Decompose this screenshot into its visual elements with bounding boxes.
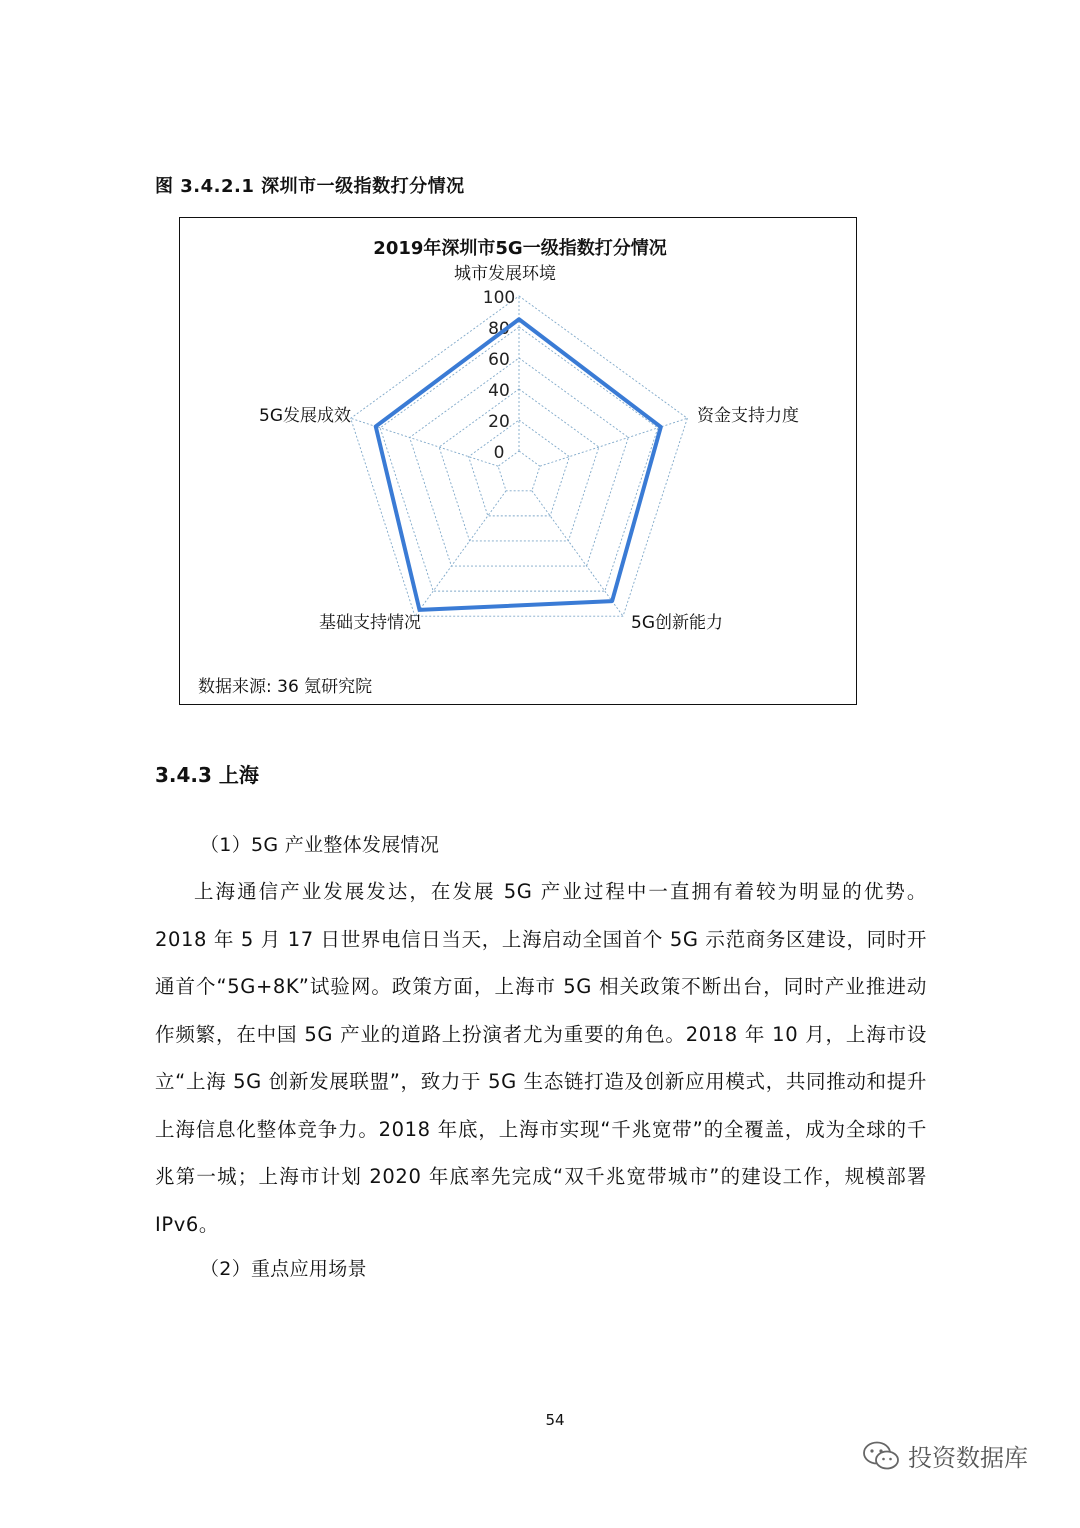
chart-title: 2019年深圳市5G一级指数打分情况 (373, 238, 667, 259)
radar-chart (180, 218, 856, 704)
watermark-text: 投资数据库 (908, 1444, 1028, 1472)
radar-tick-label: 100 (482, 288, 516, 308)
radar-spoke (540, 418, 687, 466)
radar-tick-label: 40 (488, 381, 510, 401)
radar-grid (351, 296, 688, 616)
radar-tick-label: 20 (488, 412, 510, 432)
radar-tick-label: 60 (488, 350, 510, 370)
radar-axis-label: 基础支持情况 (319, 613, 421, 633)
radar-spoke (415, 491, 506, 616)
chart-source: 数据来源: 36 氪研究院 (198, 677, 373, 697)
section-heading: 3.4.3 上海 (155, 763, 259, 787)
radar-spoke (532, 491, 623, 616)
subsection-heading-2: （2）重点应用场景 (200, 1258, 367, 1280)
radar-grid-ring (351, 296, 688, 616)
radar-axis-label: 5G创新能力 (631, 613, 723, 633)
radar-axis-label: 5G发展成效 (259, 406, 351, 426)
radar-axis-labels (259, 264, 799, 633)
body-paragraph: 上海通信产业发展发达，在发展 5G 产业过程中一直拥有着较为明显的优势。2018 年 5 月 17 日世界电信日当天，上海启动全国首个 5G 示范商务区建设，同时开通首个“5G+8K”试验网。政策方面，上海市 5G 相关政策不断出台，同时产业推进动作频繁，在中国 5G 产业的道路上扮演者尤为重要的角色。2018 年 10 月，上海市设立“上海 5G 创新发展联盟”，致力于 5G 生态链打造及创新应用模式，共同推动和提升上海信息化整体竞争力。2018 年底，上海市实现“千兆宽带”的全覆盖，成为全球的千兆第一城；上海市计划 2020 年底率先完成“双千兆宽带城市”的建设工作，规模部署 IPv6。 (155, 880, 927, 1236)
wechat-icon (862, 1440, 900, 1472)
radar-tick-labels (483, 288, 515, 463)
radar-axis-label: 资金支持力度 (697, 406, 799, 426)
radar-chart-frame (179, 217, 857, 705)
figure-caption: 图 3.4.2.1 深圳市一级指数打分情况 (155, 176, 465, 197)
radar-grid-ring (439, 389, 599, 541)
subsection-heading-1: （1）5G 产业整体发展情况 (200, 834, 440, 856)
radar-spoke (351, 418, 498, 466)
radar-tick-label: 0 (493, 443, 505, 463)
radar-axis-label: 城市发展环境 (454, 264, 556, 284)
watermark (862, 1438, 1028, 1473)
page-number: 54 (545, 1411, 565, 1429)
radar-tick-label: 80 (488, 319, 510, 339)
